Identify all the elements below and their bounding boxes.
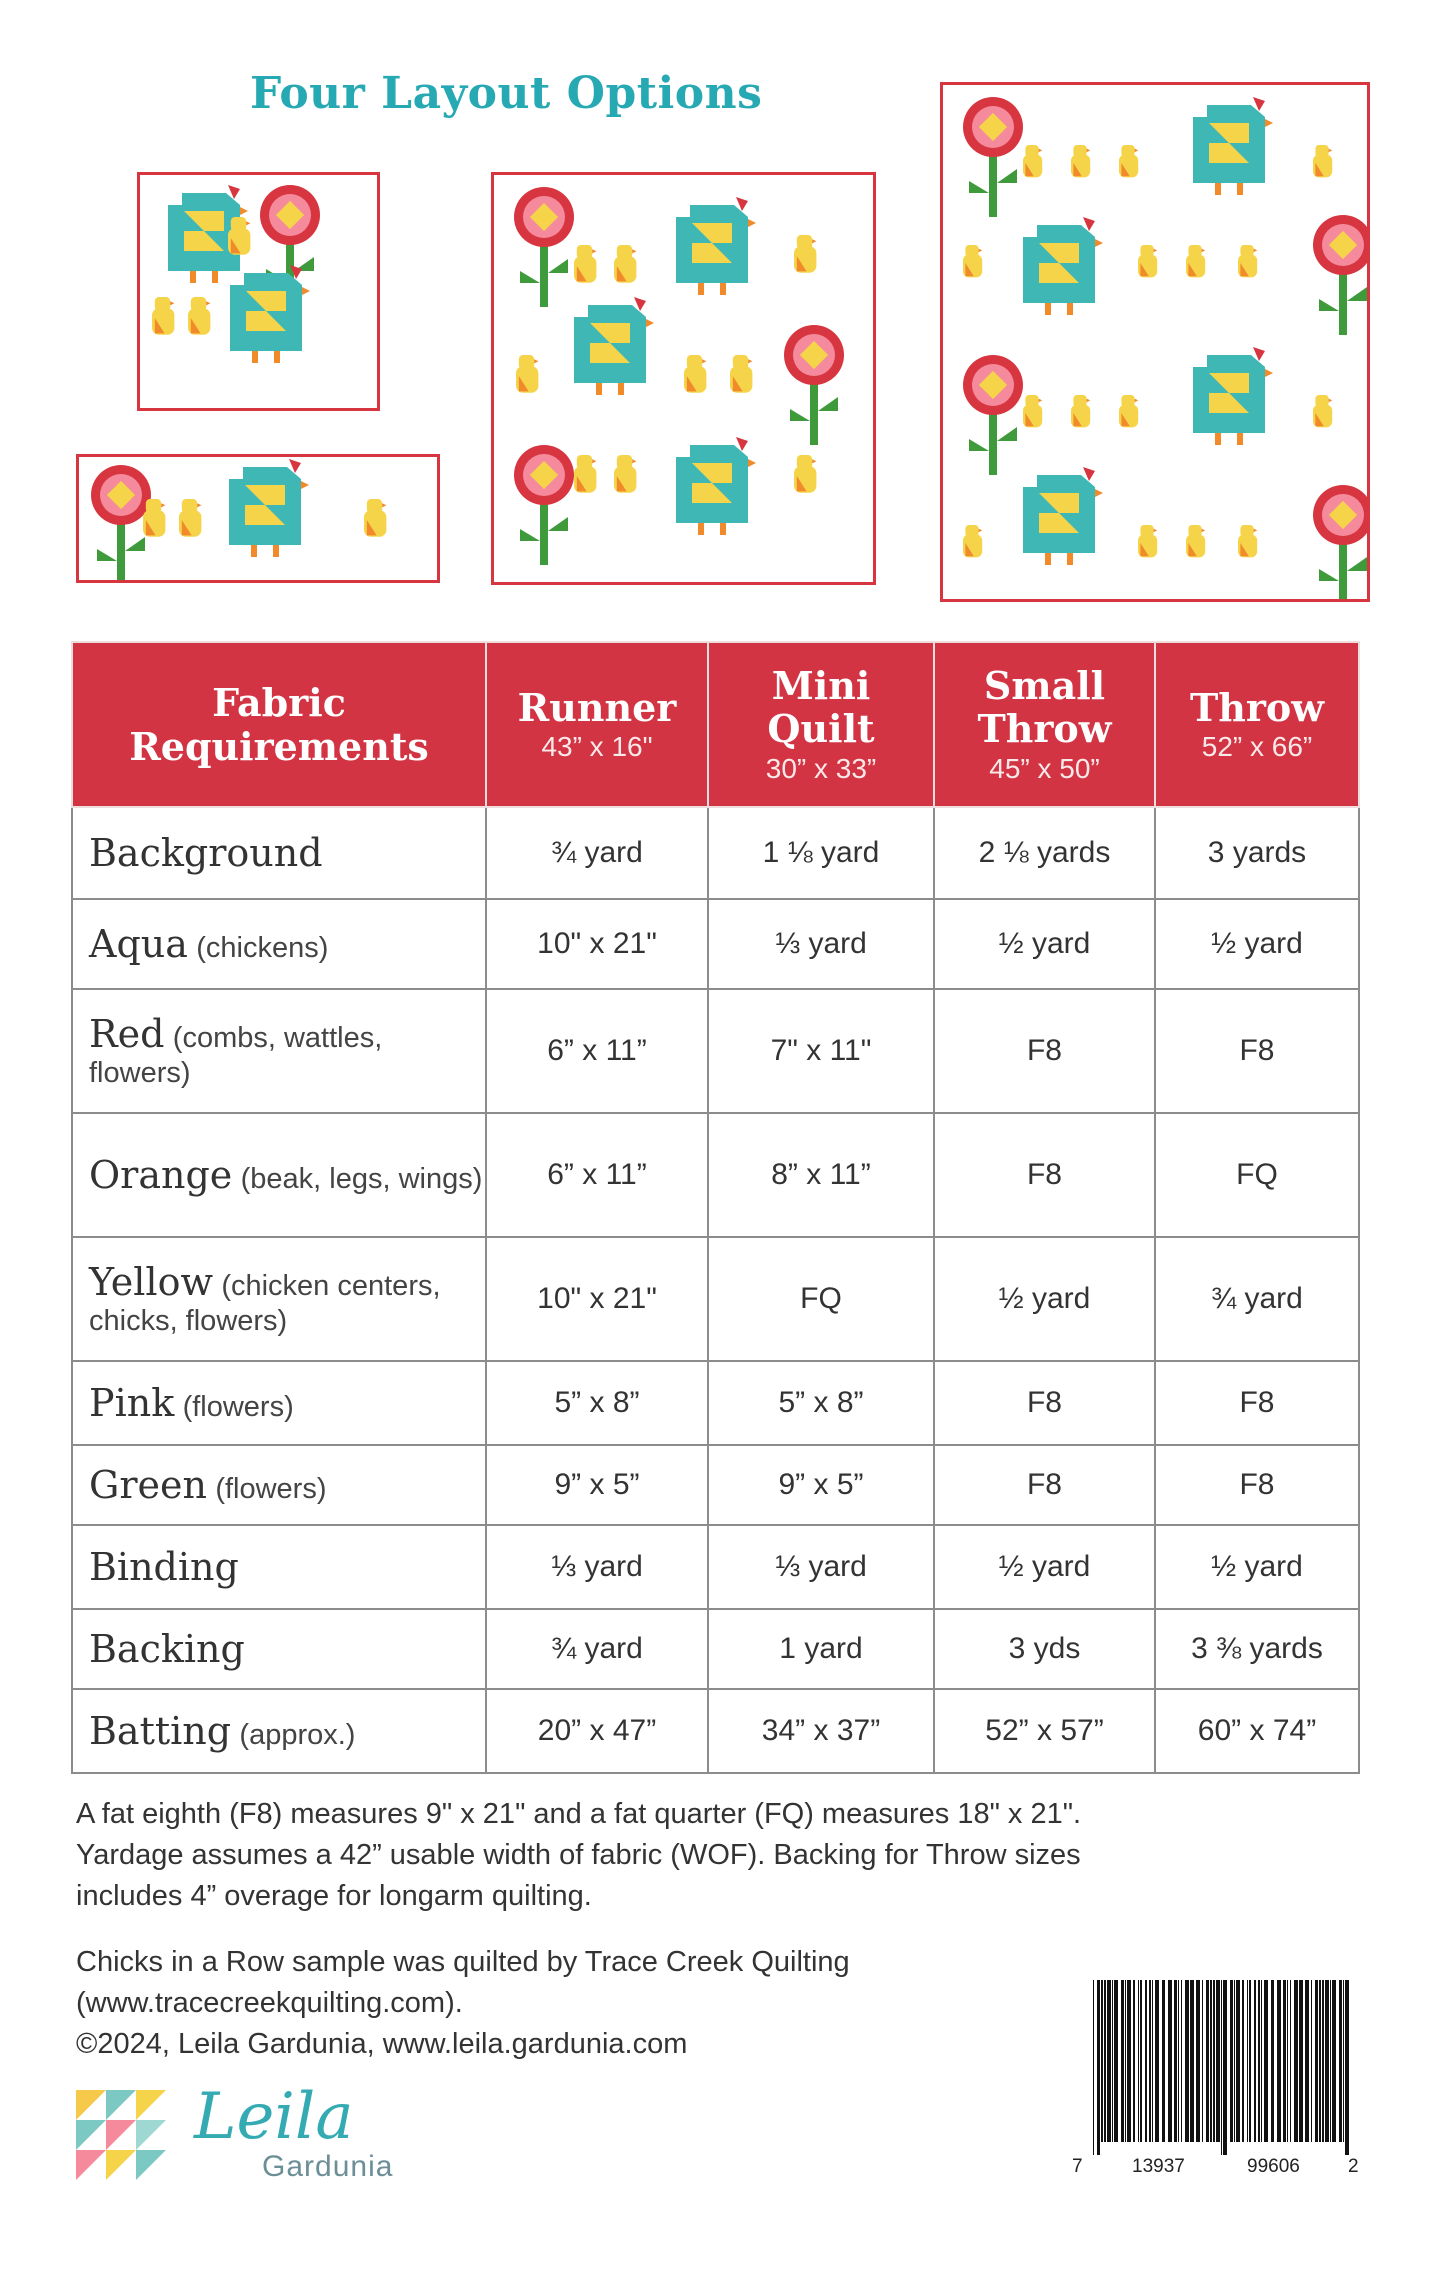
chick-icon [1119, 395, 1138, 427]
fabric-label-cell [72, 1361, 486, 1445]
barcode-bar [1234, 1980, 1235, 2142]
barcode-bar [1138, 1980, 1139, 2142]
table-row [72, 1525, 1359, 1609]
barcode-bar [1290, 1980, 1291, 2142]
size-name: Small Throw [977, 662, 1112, 752]
barcode-bar [1206, 1980, 1209, 2142]
fabric-label-cell [72, 989, 486, 1113]
amount-cell: FQ [708, 1237, 934, 1361]
fabric-label-cell [72, 899, 486, 989]
chick-icon [228, 217, 250, 255]
amount-cell: 3 yards [1155, 807, 1359, 899]
chick-icon [143, 499, 165, 537]
barcode-bar [1287, 1980, 1288, 2142]
flower-icon [784, 325, 844, 445]
barcode-bar [1261, 1980, 1262, 2142]
table-header-row [72, 642, 1359, 807]
barcode-bar [1210, 1980, 1212, 2142]
fabric-note: (flowers) [215, 1473, 327, 1505]
header-runner [486, 642, 708, 807]
credit-line: Chicks in a Row sample was quilted by Trace Creek Quilting [76, 1946, 850, 1978]
barcode-bar [1330, 1980, 1331, 2142]
amount-cell: ½ yard [934, 1525, 1155, 1609]
layout-panel-mini-quilt [491, 172, 876, 585]
header-throw [1155, 642, 1359, 807]
barcode-bar [1221, 1980, 1222, 2155]
barcode-bar [1236, 1980, 1240, 2142]
amount-cell: 3 ⅜ yards [1155, 1609, 1359, 1689]
fabric-name: Orange [89, 1153, 233, 1197]
size-name: Mini Quilt [767, 662, 875, 752]
flower-icon [514, 187, 574, 307]
fabric-name: Batting [89, 1709, 232, 1753]
barcode-bar [1325, 1980, 1329, 2142]
amount-cell: ⅓ yard [486, 1525, 708, 1609]
barcode-bar [1271, 1980, 1274, 2142]
amount-cell: 10" x 21" [486, 899, 708, 989]
barcode-digit: 99606 [1247, 2156, 1300, 2177]
flower-icon [1313, 485, 1367, 599]
chick-icon [794, 455, 816, 493]
chick-icon [516, 355, 538, 393]
chick-icon [963, 245, 982, 277]
table-row [72, 1609, 1359, 1689]
amount-cell: F8 [1155, 1361, 1359, 1445]
barcode-bar [1230, 1980, 1233, 2142]
barcode-bar [1174, 1980, 1177, 2142]
amount-cell: F8 [1155, 989, 1359, 1113]
fabric-note: (approx.) [239, 1719, 356, 1751]
chicken-icon [676, 197, 756, 295]
barcode [1093, 1980, 1355, 2155]
barcode-digit: 7 [1072, 2156, 1083, 2177]
barcode-bar [1162, 1980, 1165, 2142]
fabric-name: Green [89, 1463, 207, 1507]
chick-icon [179, 499, 201, 537]
size-dims: 45” x 50” [989, 753, 1100, 785]
fabric-label-cell [72, 1237, 486, 1361]
logo-script-text: Leila [194, 2080, 354, 2154]
barcode-bar [1104, 1980, 1106, 2142]
barcode-bar [1213, 1980, 1215, 2142]
chicken-icon [1023, 467, 1103, 565]
fabric-note: (chickens) [196, 932, 329, 964]
barcode-bar [1121, 1980, 1124, 2142]
table-row [72, 807, 1359, 899]
amount-cell: F8 [934, 989, 1155, 1113]
barcode-bar [1345, 1980, 1349, 2155]
barcode-bar [1254, 1980, 1256, 2142]
amount-cell: F8 [934, 1113, 1155, 1237]
barcode-bar [1216, 1980, 1220, 2142]
barcode-bar [1181, 1980, 1182, 2142]
barcode-bar [1149, 1980, 1151, 2142]
chick-icon [1119, 145, 1138, 177]
barcode-bar [1332, 1980, 1336, 2142]
barcode-bar [1339, 1980, 1342, 2142]
chicken-icon [574, 297, 654, 395]
amount-cell: 7" x 11" [708, 989, 934, 1113]
header-mini-quilt [708, 642, 934, 807]
fabric-label-cell [72, 1445, 486, 1525]
fabric-label-cell [72, 807, 486, 899]
chicken-icon [230, 265, 310, 363]
flower-icon [91, 465, 151, 580]
fabric-name: Aqua [89, 922, 188, 966]
size-name: Runner [517, 684, 677, 730]
chick-icon [684, 355, 706, 393]
barcode-bar [1185, 1980, 1189, 2142]
barcode-bar [1178, 1980, 1179, 2142]
amount-cell: ½ yard [1155, 1525, 1359, 1609]
flower-icon [1313, 215, 1367, 335]
barcode-digit: 2 [1348, 2156, 1359, 2177]
barcode-bar [1311, 1980, 1312, 2142]
amount-cell: ¾ yard [486, 807, 708, 899]
chick-icon [1313, 395, 1332, 427]
barcode-bar [1140, 1980, 1142, 2142]
barcode-bar [1258, 1980, 1260, 2142]
barcode-bar [1152, 1980, 1153, 2142]
barcode-bar [1190, 1980, 1194, 2142]
chicken-icon [1193, 97, 1273, 195]
barcode-bar [1093, 1980, 1094, 2155]
chick-icon [1023, 395, 1042, 427]
barcode-bar [1168, 1980, 1172, 2142]
credits [76, 1942, 1076, 2065]
barcode-bar [1125, 1980, 1126, 2142]
barcode-bar [1112, 1980, 1113, 2142]
fabric-name: Background [89, 831, 323, 875]
amount-cell: ⅓ yard [708, 899, 934, 989]
quilt-illustration [79, 457, 437, 580]
amount-cell: 5” x 8” [708, 1361, 934, 1445]
header-requirements: Requirements [129, 723, 429, 769]
barcode-bar [1155, 1980, 1159, 2142]
amount-cell: 10" x 21" [486, 1237, 708, 1361]
chick-icon [730, 355, 752, 393]
chicken-icon [676, 437, 756, 535]
table-row [72, 989, 1359, 1113]
barcode-bar [1283, 1980, 1286, 2142]
size-dims: 30” x 33” [765, 753, 877, 785]
barcode-bar [1242, 1980, 1244, 2142]
chick-icon [1313, 145, 1332, 177]
barcode-bar [1107, 1980, 1111, 2142]
page-title: Four Layout Options [250, 68, 763, 119]
barcode-bar [1343, 1980, 1344, 2142]
amount-cell: 60” x 74” [1155, 1689, 1359, 1773]
chicken-icon [1193, 347, 1273, 445]
header-fabric: Fabric [212, 679, 346, 725]
amount-cell: 1 yard [708, 1609, 934, 1689]
barcode-bar [1305, 1980, 1309, 2142]
table-row [72, 1689, 1359, 1773]
chick-icon [574, 245, 596, 283]
chick-icon [1238, 245, 1257, 277]
fabric-note: (flowers) [182, 1391, 294, 1423]
leila-gardunia-logo [76, 2080, 456, 2190]
chick-icon [1071, 145, 1090, 177]
chicken-icon [1023, 217, 1103, 315]
table-row [72, 1361, 1359, 1445]
chick-icon [1071, 395, 1090, 427]
barcode-bar [1277, 1980, 1281, 2142]
barcode-bar [1145, 1980, 1147, 2142]
amount-cell: 9” x 5” [486, 1445, 708, 1525]
flower-icon [514, 445, 574, 565]
table-row [72, 899, 1359, 989]
logo-sub-text: Gardunia [262, 2150, 394, 2183]
fabric-name: Pink [89, 1381, 175, 1425]
amount-cell: 52” x 57” [934, 1689, 1155, 1773]
fabric-requirements-header [72, 642, 486, 807]
amount-cell: 3 yds [934, 1609, 1155, 1689]
credit-line: (www.tracecreekquilting.com). [76, 1987, 463, 2019]
chick-icon [614, 245, 636, 283]
chick-icon [574, 455, 596, 493]
fabric-name: Backing [89, 1627, 245, 1671]
quilt-block-logo-icon [76, 2080, 176, 2190]
table-row [72, 1113, 1359, 1237]
amount-cell: 20” x 47” [486, 1689, 708, 1773]
barcode-bar [1322, 1980, 1324, 2142]
amount-cell: 1 ⅛ yard [708, 807, 934, 899]
quilt-illustration [140, 175, 377, 408]
fabric-name: Binding [89, 1545, 239, 1589]
amount-cell: 34” x 37” [708, 1689, 934, 1773]
chick-icon [188, 297, 210, 335]
barcode-bar [1101, 1980, 1103, 2142]
amount-cell: 6” x 11” [486, 1113, 708, 1237]
amount-cell: ⅓ yard [708, 1525, 934, 1609]
layout-panel-small-throw [137, 172, 380, 411]
amount-cell: ¾ yard [486, 1609, 708, 1689]
amount-cell: FQ [1155, 1113, 1359, 1237]
fabric-note: (beak, legs, wings) [240, 1163, 483, 1195]
header-small-throw [934, 642, 1155, 807]
size-dims: 43” x 16" [541, 731, 653, 763]
fabric-label-cell [72, 1689, 486, 1773]
note-line: Yardage assumes a 42” usable width of fabric (WOF). Backing for Throw sizes [76, 1839, 1081, 1871]
chick-icon [614, 455, 636, 493]
barcode-bar [1202, 1980, 1203, 2142]
amount-cell: F8 [934, 1445, 1155, 1525]
chick-icon [1023, 145, 1042, 177]
fabric-name: Red [89, 1012, 165, 1056]
chick-icon [152, 297, 174, 335]
barcode-bar [1264, 1980, 1268, 2142]
chicken-icon [229, 459, 309, 557]
note-line: A fat eighth (F8) measures 9" x 21" and a fat quarter (FQ) measures 18" x 21". [76, 1798, 1082, 1830]
quilt-illustration [943, 85, 1367, 599]
fabric-notes [76, 1794, 1326, 1917]
chick-icon [1238, 525, 1257, 557]
barcode-bar [1249, 1980, 1251, 2142]
amount-cell: ¾ yard [1155, 1237, 1359, 1361]
table-row [72, 1237, 1359, 1361]
chick-icon [963, 525, 982, 557]
quilt-illustration [494, 175, 873, 582]
fabric-requirements-table [71, 641, 1360, 1774]
barcode-bar [1299, 1980, 1303, 2142]
barcode-bar [1097, 1980, 1100, 2155]
flower-icon [963, 97, 1023, 217]
barcode-bar [1315, 1980, 1318, 2142]
fabric-label-cell [72, 1609, 486, 1689]
layout-panel-throw [940, 82, 1370, 602]
chick-icon [1138, 525, 1157, 557]
fabric-label-cell [72, 1525, 486, 1609]
chick-icon [364, 499, 386, 537]
table-row [72, 1445, 1359, 1525]
amount-cell: 6” x 11” [486, 989, 708, 1113]
size-dims: 52” x 66” [1201, 731, 1313, 763]
size-name: Throw [1190, 684, 1324, 730]
chick-icon [1186, 245, 1205, 277]
barcode-bar [1127, 1980, 1131, 2142]
flower-icon [963, 355, 1023, 475]
amount-cell: F8 [934, 1361, 1155, 1445]
barcode-bar [1196, 1980, 1200, 2142]
chick-icon [794, 235, 816, 273]
amount-cell: ½ yard [1155, 899, 1359, 989]
note-line: includes 4” overage for longarm quilting. [76, 1880, 592, 1912]
fabric-label-cell [72, 1113, 486, 1237]
layout-panel-runner [76, 454, 440, 583]
amount-cell: 2 ⅛ yards [934, 807, 1155, 899]
barcode-bar [1247, 1980, 1248, 2142]
chick-icon [1138, 245, 1157, 277]
amount-cell: F8 [1155, 1445, 1359, 1525]
barcode-digit: 13937 [1132, 2156, 1185, 2177]
barcode-bar [1294, 1980, 1298, 2142]
barcode-bar [1223, 1980, 1227, 2155]
amount-cell: ½ yard [934, 1237, 1155, 1361]
barcode-bar [1133, 1980, 1135, 2142]
barcode-bar [1114, 1980, 1118, 2142]
fabric-note: (combs, wattles, flowers) [89, 1022, 383, 1089]
chick-icon [1186, 525, 1205, 557]
barcode-bar [1319, 1980, 1321, 2142]
copyright-line: ©2024, Leila Gardunia, www.leila.gardunia.com [76, 2028, 688, 2060]
fabric-note: (chicken centers, chicks, flowers) [89, 1270, 441, 1337]
amount-cell: 9” x 5” [708, 1445, 934, 1525]
fabric-name: Yellow [89, 1260, 213, 1304]
amount-cell: 8” x 11” [708, 1113, 934, 1237]
amount-cell: 5” x 8” [486, 1361, 708, 1445]
amount-cell: ½ yard [934, 899, 1155, 989]
